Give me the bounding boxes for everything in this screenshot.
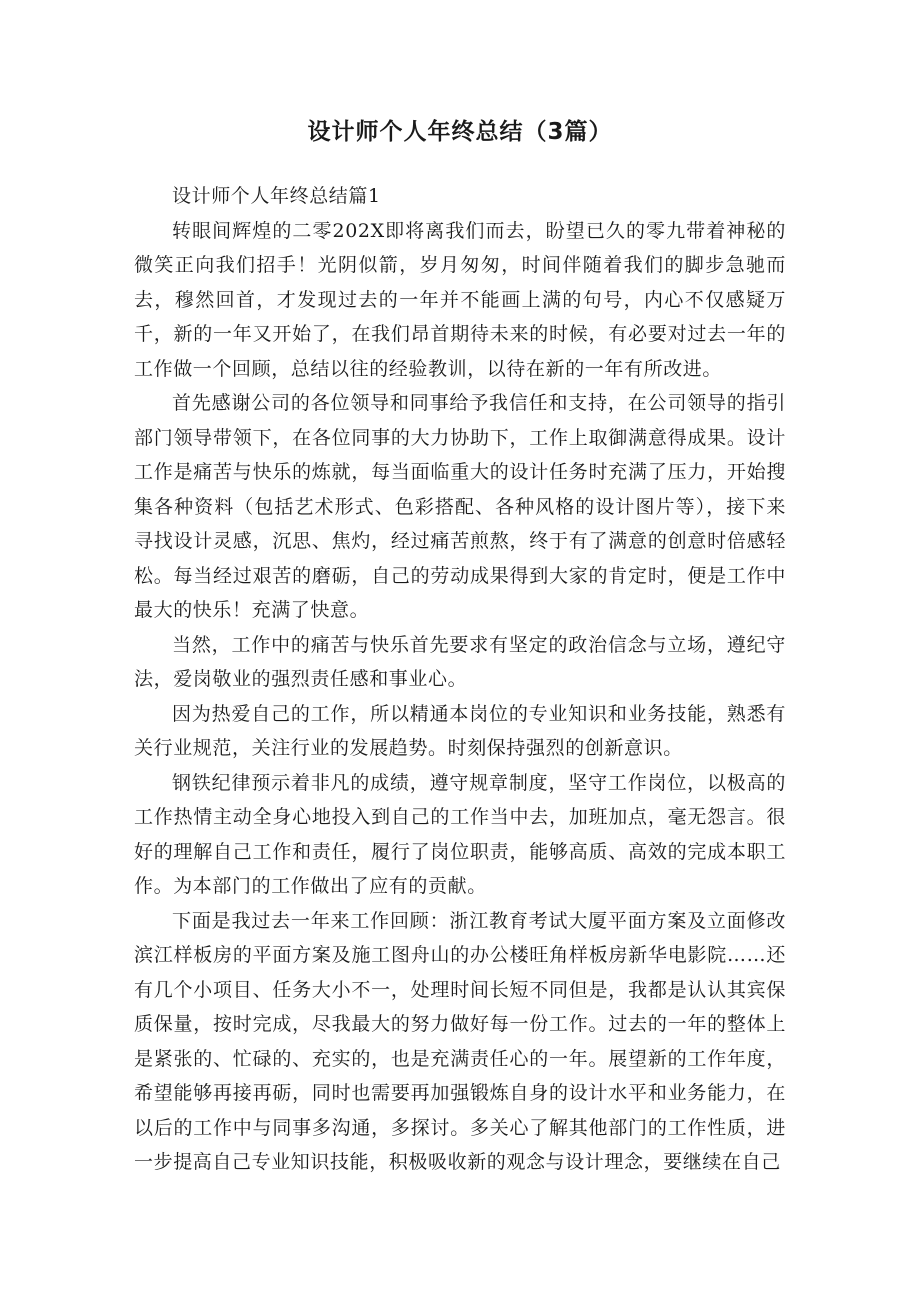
paragraph: 下面是我过去一年来工作回顾：浙江教育考试大厦平面方案及立面修改滨江样板房的平面方案及施工图舟山的办公楼旺角样板房新华电影院……还有几个小项目、任务大小不一，处理时间长短不同但是，我都是认认其宾保质保量，按时完成，尽我最大的努力做好每一份工作。过去的一年的整体上是紧张的、忙碌的、充实的，也是充满责任心的一年。展望新的工作年度，希望能够再接再砺，同时也需要再加强锻炼自身的设计水平和业务能力，在以后的工作中与同事多沟通，多探讨。多关心了解其他部门的工作性质，进一步提高自己专业知识技能，积极吸收新的观念与设计理念，要继续在自己: [134, 909, 786, 1173]
paragraph: 因为热爱自己的工作，所以精通本岗位的专业知识和业务技能，熟悉有关行业规范，关注行业的发展趋势。时刻保持强烈的创新意识。: [134, 702, 786, 759]
document-title: 设计师个人年终总结（3篇）: [307, 119, 613, 145]
paragraph: 钢铁纪律预示着非凡的成绩，遵守规章制度，坚守工作岗位，以极高的工作热情主动全身心地投入到自己的工作当中去，加班加点，毫无怨言。很好的理解自己工作和责任，履行了岗位职责，能够高质、高效的完成本职工作。为本部门的工作做出了应有的贡献。: [134, 771, 786, 897]
paragraph: 当然，工作中的痛苦与快乐首先要求有坚定的政治信念与立场，遵纪守法，爱岗敬业的强烈责任感和事业心。: [134, 633, 786, 690]
section-heading: 设计师个人年终总结篇1: [172, 185, 381, 207]
paragraph: 转眼间辉煌的二零202X即将离我们而去，盼望已久的零九带着神秘的微笑正向我们招手！光阴似箭，岁月匆匆，时间伴随着我们的脚步急驰而去，穆然回首，才发现过去的一年并不能画上满的句号，内心不仅感疑万千，新的一年又开始了，在我们昂首期待未来的时候，有必要对过去一年的工作做一个回顾，总结以往的经验教训，以待在新的一年有所改进。: [134, 219, 786, 380]
paragraph: 首先感谢公司的各位领导和同事给予我信任和支持，在公司领导的指引部门领导带领下，在各位同事的大力协助下，工作上取御满意得成果。设计工作是痛苦与快乐的炼就，每当面临重大的设计任务时充满了压力，开始搜集各种资料（包括艺术形式、色彩搭配、各种风格的设计图片等），接下来寻找设计灵感，沉思、焦灼，经过痛苦煎熬，终于有了满意的创意时倍感轻松。每当经过艰苦的磨砺，自己的劳动成果得到大家的肯定时，便是工作中最大的快乐！充满了快意。: [134, 392, 786, 621]
document-body: [134, 179, 786, 1180]
